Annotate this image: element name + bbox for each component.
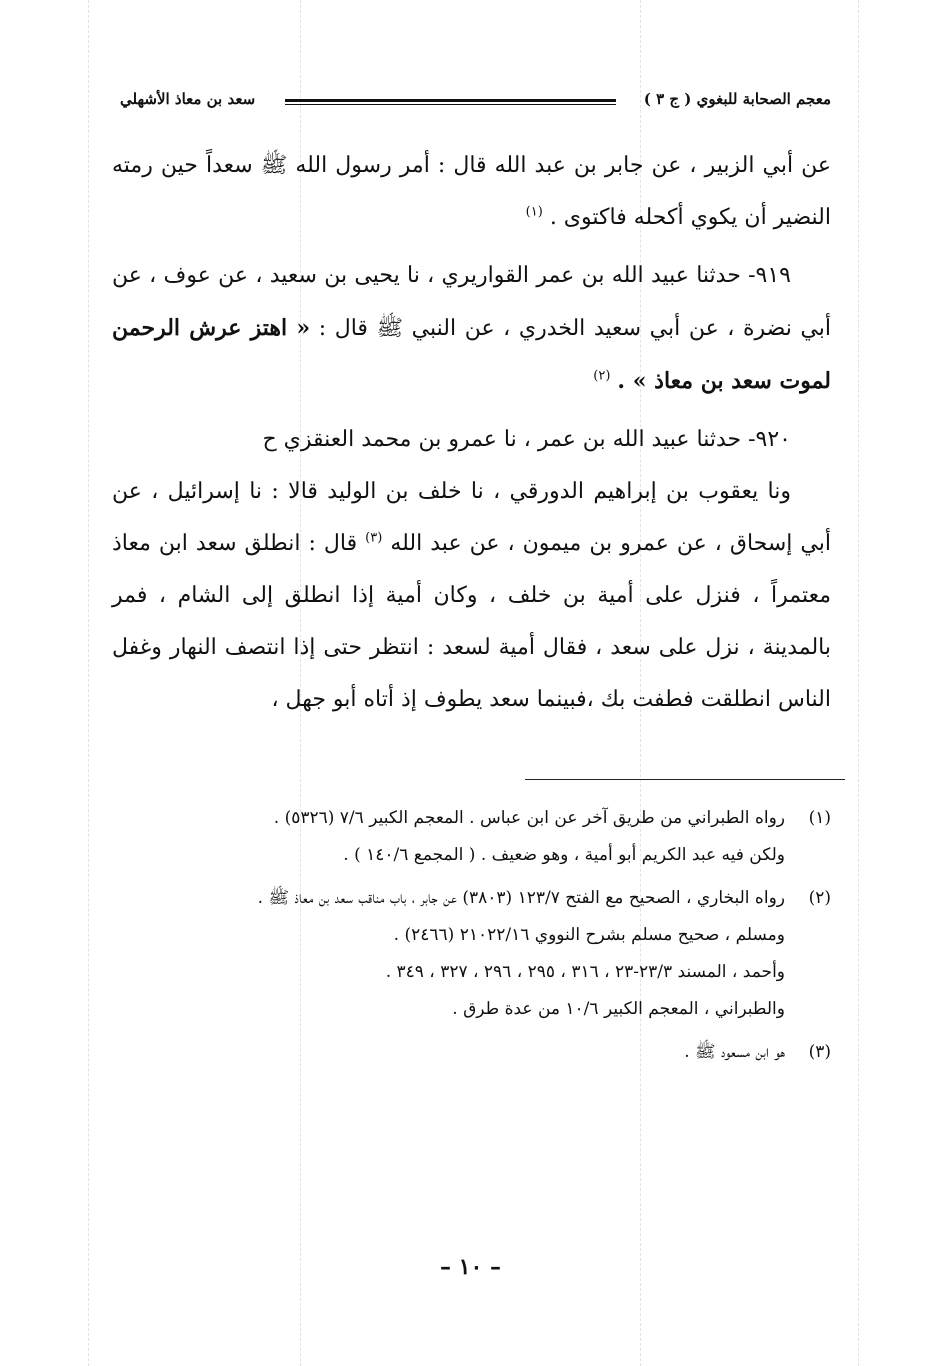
section-title: سعد بن معاذ الأشهلي [120,90,256,108]
footnote: (٢) رواه البخاري ، الصحيح مع الفتح ١٢٣/٧ (٣٨٠٣) عن جابر ، باب مناقب سعد بن معاذ ﷺ . ومسلم ، صحيح مسلم بشرح النووي ٢١٠٢٢/١٦ (٢٤٦٦) . وأحمد ، المسند ٢٣/٣-٢٣ ، ٣١٦ ، ٢٩٥ ، ٢٩٦ ، ٣٢٧ ، ٣٤٩ . والطبراني ، المعجم الكبير ١٠/٦ من عدة طرق . [112,880,831,1028]
footnote-ref[interactable]: (٢) [593,368,611,384]
hadith-919: ٩١٩- حدثنا عبيد الله بن عمر القواريري ، نا يحيى بن سعيد ، عن عوف ، عن أبي نضرة ، عن أبي سعيد الخدري ، عن النبي ﷺ قال : « اهتز عرش الرحمن لموت سعد بن معاذ » . $^{(٢)}$ [112,263,831,394]
footnote-number: (٢) [808,888,831,908]
footnotes [112,800,831,1071]
footnote: (١) رواه الطبراني من طريق آخر عن ابن عباس . المعجم الكبير ٧/٦ (٥٣٢٦) . ولكن فيه عبد الكريم أبو أمية ، وهو ضعيف . ( المجمع ١٤٠/٦ ) . [112,800,831,874]
hadith-quote: « اهتز عرش الرحمن لموت سعد بن معاذ » . [112,315,831,394]
hadith-920: ٩٢٠- حدثنا عبيد الله بن عمر ، نا عمرو بن محمد العنقزي ح [262,427,791,452]
paragraph: عن أبي الزبير ، عن جابر بن عبد الله قال : أمر رسول الله ﷺ سعداً حين رمته النضير أن يكوي أكحله فاكتوى . $^{(١)}$ [112,153,831,230]
page-number: – ١٠ – [440,1254,501,1280]
running-header [120,90,831,114]
footnote-number: (١) [808,808,831,828]
footnote-number: (٣) [808,1042,831,1062]
footnote-separator [525,779,845,780]
header-rule [285,99,616,105]
paragraph: ونا يعقوب بن إبراهيم الدورقي ، نا خلف بن الوليد قالا : نا إسرائيل ، عن أبي إسحاق ، عن عمرو بن ميمون ، عن عبد الله $^{(٣)}$ قال : انطلق سعد ابن معاذ معتمراً ، فنزل على أمية بن خلف ، وكان أمية إذا انطلق إلى الشام ، فمر بالمدينة ، نزل على سعد ، فقال أمية لسعد : انتظر حتى إذا انتصف النهار وغفل الناس انطلقت فطفت بك ،فبينما سعد يطوف إذ أتاه أبو جهل ، [112,479,831,712]
main-text [112,140,831,726]
footnote: (٣) هو ابن مسعود ﷺ . [112,1034,831,1071]
book-title: معجم الصحابة للبغوي ( ج ٣ ) [643,90,831,108]
footnote-ref[interactable]: (٣) [365,530,383,546]
footnote-ref[interactable]: (١) [525,204,543,220]
